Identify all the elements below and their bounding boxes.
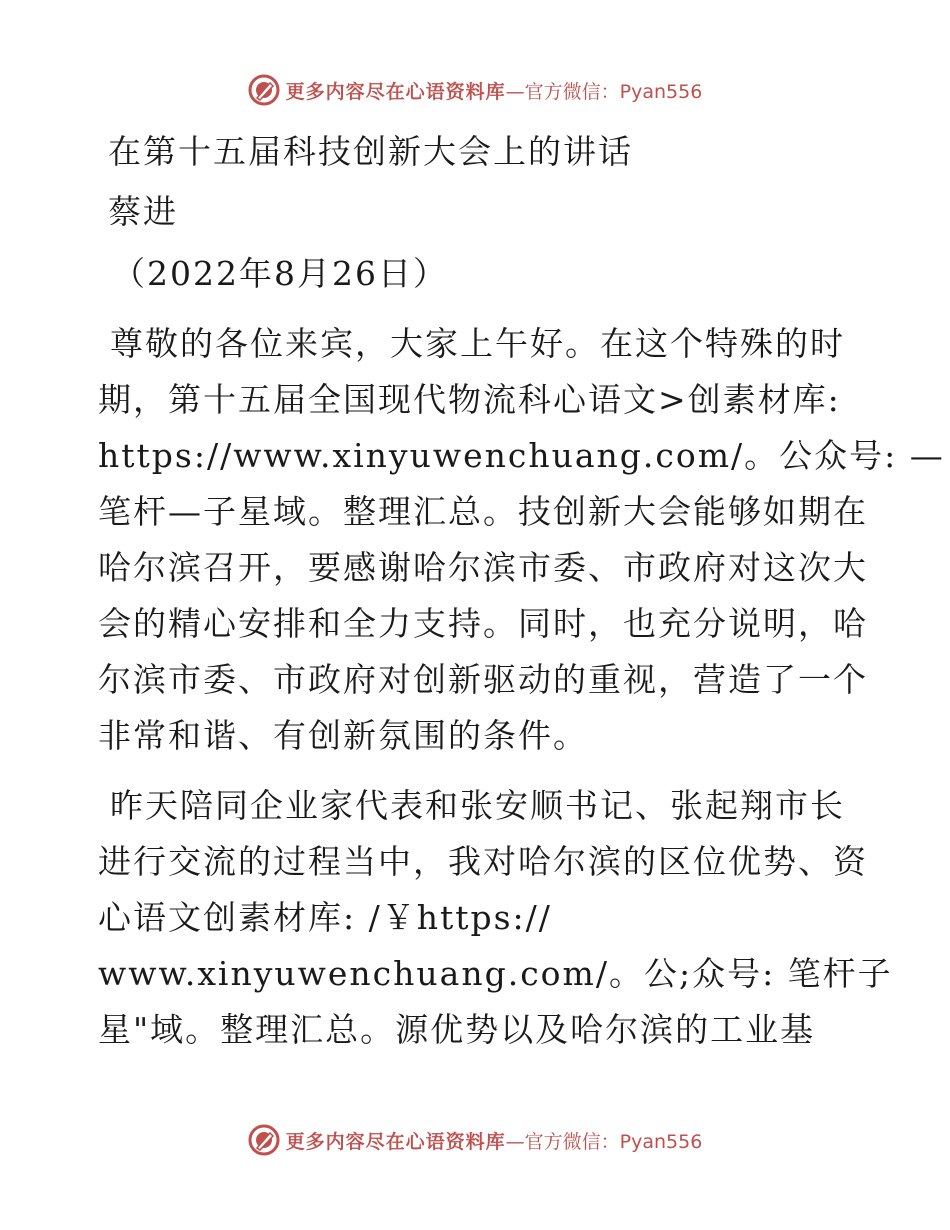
header-banner	[0, 70, 950, 110]
pen-logo-icon	[248, 74, 280, 106]
paragraph-line: www.xinyuwenchuang.com/。公;众号: 笔杆子	[98, 954, 893, 993]
paragraph-line: https://www.xinyuwenchuang.com/。公众号: —	[98, 436, 945, 475]
paragraph-line: 昨天陪同企业家代表和张安顺书记、张起翔市长	[110, 786, 845, 825]
paragraph-line: 心语文创素材库: /￥https://	[98, 898, 552, 937]
paragraph-line: 尊敬的各位来宾，大家上午好。在这个特殊的时	[110, 324, 845, 363]
paragraph-line: 非常和谐、有创新氛围的条件。	[98, 716, 588, 755]
paragraph-line: 哈尔滨召开，要感谢哈尔滨市委、市政府对这次大	[98, 548, 868, 587]
document-title: 在第十五届科技创新大会上的讲话	[108, 132, 633, 171]
banner-contact: —官方微信：Pyan556	[505, 80, 703, 103]
paragraph-2	[98, 778, 893, 1058]
paragraph-line: 笔杆—子星域。整理汇总。技创新大会能够如期在	[98, 492, 868, 531]
paragraph-line: 进行交流的过程当中，我对哈尔滨的区位优势、资	[98, 842, 868, 881]
footer-banner	[0, 1120, 950, 1160]
document-body	[98, 124, 945, 1072]
paragraph-1	[98, 316, 945, 764]
paragraph-line: 会的精心安排和全力支持。同时，也充分说明，哈	[98, 604, 868, 643]
banner-text: 更多内容尽在心语资料库	[285, 1130, 506, 1153]
paragraph-line: 星"域。整理汇总。源优势以及哈尔滨的工业基	[98, 1010, 816, 1049]
paragraph-line: 尔滨市委、市政府对创新驱动的重视，营造了一个	[98, 660, 868, 699]
paragraph-line: 期，第十五届全国现代物流科心语文>创素材库:	[98, 380, 841, 419]
banner-contact: —官方微信：Pyan556	[505, 1130, 703, 1153]
banner-text: 更多内容尽在心语资料库	[285, 80, 506, 103]
document-date: （2022年8月26日）	[112, 254, 448, 293]
document-author: 蔡进	[108, 192, 178, 231]
pen-logo-icon	[248, 1124, 280, 1156]
